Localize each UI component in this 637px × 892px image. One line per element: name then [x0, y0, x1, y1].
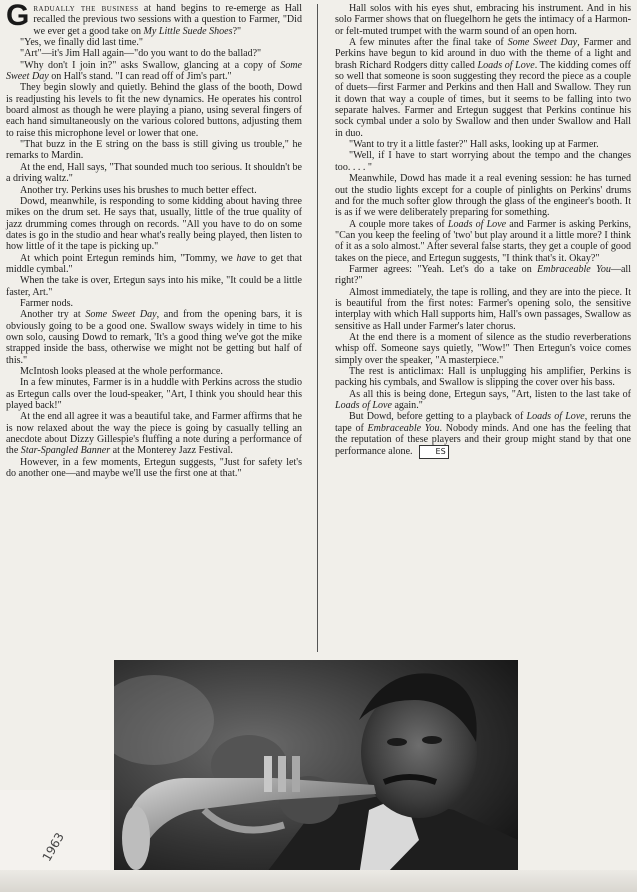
paragraph: Dowd, meanwhile, is responding to some kidding about having three mikes on the drum set. He says that, usually, little of the true quality of jazz drumming comes through on records. "All you have to do on some dates is go in the studio and hear what's really being played, then listen to how little of it the tape is picking up.": [6, 195, 302, 253]
closed-eye: [422, 736, 442, 744]
paragraph: As all this is being done, Ertegun says, "Art, listen to the last take of Loads of Love again.": [335, 388, 631, 412]
paragraph: Farmer nods.: [20, 297, 74, 309]
paragraph: Another try. Perkins uses his brushes to much better effect.: [20, 184, 257, 196]
paragraph: Meanwhile, Dowd has made it a real evening session: he has turned out the studio lights except for a couple of pinlights on Perkins' drums and for the much softer glow through the glass of the engineer's booth. It is as if we were deliberately preparing for something.: [335, 173, 631, 219]
paragraph: "Want to try it a little faster?" Hall asks, looking up at Farmer.: [349, 139, 599, 151]
paragraph: At which point Ertegun reminds him, "Tommy, we have to get that middle cymbal.": [6, 252, 302, 275]
paragraph: A couple more takes of Loads of Love and Farmer is asking Perkins, "Can you keep the feeling of 'two' but play around it a little more? I think of it as a solo almost." After several false starts, they get a couple of good takes on the piece, and Ertegun suggests, "I think that's it. Okay?": [335, 218, 631, 264]
paragraph: Farmer agrees: "Yeah. Let's do a take on Embraceable You—all right?": [335, 263, 631, 287]
paragraph: "Yes, we finally did last time.": [20, 37, 143, 49]
paragraph: "That buzz in the E string on the bass is still giving us trouble," he remarks to Mardin.: [6, 139, 302, 162]
right-column: [335, 3, 631, 459]
column-divider: [317, 4, 318, 652]
paragraph: Almost immediately, the tape is rolling, and they are into the piece. It is beautiful from the first notes: Farmer's opening solo, the sensitive interplay with which Hall supports him, Hall's own passages, Swallow as sensitive as Hall under Farmer's later chorus.: [335, 286, 631, 332]
left-column: [6, 0, 302, 480]
closed-eye: [387, 738, 407, 746]
horn-valve: [278, 756, 286, 792]
paragraph: But Dowd, before getting to a playback of Loads of Love, reruns the tape of Embraceable You. Nobody minds. And one has the feeling that the reputation of these players and their group might stand by that one performance alone. ES: [335, 411, 632, 458]
horn-bell: [122, 806, 150, 870]
paragraph: At the end all agree it was a beautiful take, and Farmer affirms that he is now relaxed about the way the piece is going by casually telling an anecdote about Dizzy Gillespie's fluffing a note during a performance of the Star-Spangled Banner at the Monterey Jazz Festival.: [6, 411, 302, 457]
paragraph: When the take is over, Ertegun says into his mike, "It could be a little faster, Art.": [6, 275, 302, 298]
page-bottom-shadow: [0, 870, 637, 892]
paragraph: At the end there is a moment of silence as the studio reverberations whisp off. Someone says quietly, "Wow!" Then Ertegun's voice comes simply over the speaker, "A masterpiece.": [335, 331, 631, 366]
end-mark-icon: ES: [419, 445, 449, 458]
paragraph: The rest is anticlimax: Hall is unplugging his amplifier, Perkins is packing his cymbals, and Swallow is slipping the cover over his bass.: [335, 366, 631, 389]
handwritten-note: 1963: [39, 830, 67, 864]
paragraph: McIntosh looks pleased at the whole performance.: [20, 366, 223, 377]
drop-cap: G: [6, 0, 30, 32]
paragraph: A few minutes after the final take of Some Sweet Day, Farmer and Perkins have begun to kid around in duo with the theme of a light and brash Richard Rodgers ditty called Loads of Love. The kidding comes off so well that someone is soon suggesting they record the piece as a couple of duets—first Farmer and Perkins and then Hall and Swallow. They run it down that way a couple of times, but it seems to be falling into two separate halves. Farmer and Ertegun suggest that Perkins continue his sock cymbal under a solo by Swallow and then under Swallow and Hall in duo.: [335, 37, 632, 139]
horn-valve: [292, 756, 300, 792]
paragraph: At the end, Hall says, "That sounded much too serious. It shouldn't be a driving waltz.": [6, 161, 302, 185]
paragraph: "Art"—it's Jim Hall again—"do you want to do the ballad?": [20, 48, 262, 60]
photo-illustration: [114, 660, 518, 876]
paragraph: Gradually the business at hand begins to re-emerge as Hall recalled the previous two sessions with a question to Farmer, "Did we ever get a good take on My Little Suede Shoes?": [6, 0, 302, 37]
paragraph: "Why don't I join in?" asks Swallow, glancing at a copy of Some Sweet Day on Hall's stand. "I can read off of Jim's part.": [6, 59, 302, 83]
photo-trumpet-player: [114, 660, 518, 876]
paragraph: Hall solos with his eyes shut, embracing his instrument. And in his solo Farmer shows that on fluegelhorn he gets the intimacy of a Harmon- or felt-muted trumpet with the warm sound of an open horn.: [335, 3, 631, 37]
paragraph: "Well, if I have to start worrying about the tempo and the changes too. . . . ": [335, 150, 631, 173]
paragraph: They begin slowly and quietly. Behind the glass of the booth, Dowd is readjusting his levels to fit the new dynamics. He operates his control board almost as though he were playing a piano, using several fingers of each hand simultaneously on the various colored buttons, adjusting them to raise this microphone level or lower that one.: [6, 82, 302, 139]
paragraph: Another try at Some Sweet Day, and from the opening bars, it is obviously going to be a good one. Swallow sways widely in time to his own solo, causing Dowd to remark, 'It's a good thing we've got the mike strapped inside the bass, otherwise we might not be getting but half of this.": [6, 309, 302, 366]
paragraph: However, in a few moments, Ertegun suggests, "Just for safety let's do another one—and maybe we'll use the first one at that.": [6, 456, 302, 480]
horn-valve: [264, 756, 272, 792]
paragraph: In a few minutes, Farmer is in a huddle with Perkins across the studio as Ertegun calls over the loud-speaker, "Art, I think you should hear this played back!": [6, 377, 302, 412]
